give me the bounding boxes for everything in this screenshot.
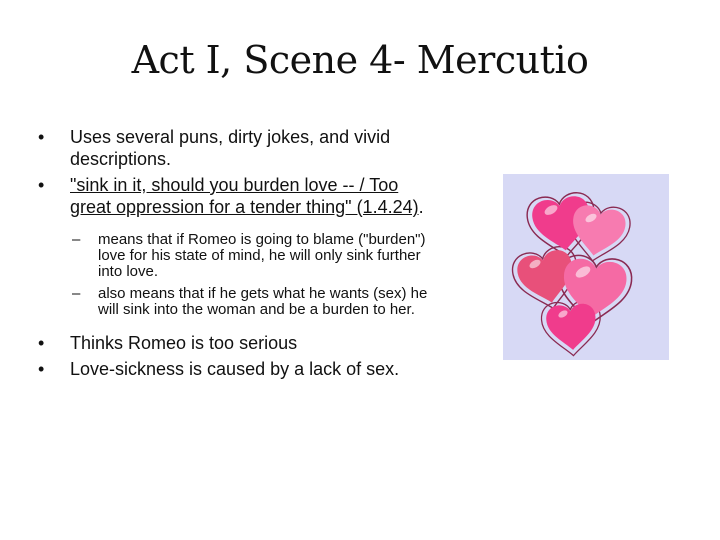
bullet-item bbox=[36, 174, 436, 218]
bullet-item bbox=[36, 358, 436, 380]
bullet-text-tail: . bbox=[418, 197, 424, 217]
bullet-marker: • bbox=[38, 333, 45, 353]
dash-marker: – bbox=[72, 285, 81, 302]
sub-bullet-item bbox=[36, 286, 436, 318]
quote-link[interactable]: "sink in it, should you burden love -- / Too great oppression for a tender thing" (1.4.24) bbox=[70, 175, 419, 217]
hearts-image bbox=[503, 174, 669, 360]
bullet-marker: • bbox=[38, 359, 45, 379]
sub-bullet-text: means that if Romeo is going to blame ("burden") love for his state of mind, he will only sink further into love. bbox=[98, 231, 426, 280]
sub-bullet-item bbox=[36, 232, 436, 280]
hearts-cluster-icon bbox=[503, 174, 669, 360]
bullet-text: Uses several puns, dirty jokes, and vivid descriptions. bbox=[70, 127, 391, 169]
slide-body bbox=[36, 126, 436, 384]
sub-bullet-text: also means that if he gets what he wants (sex) he will sink into the woman and be a burden to her. bbox=[98, 285, 428, 318]
bullet-marker: • bbox=[38, 127, 45, 147]
bullet-item bbox=[36, 332, 436, 354]
bullet-item bbox=[36, 126, 436, 170]
bullet-text: Love-sickness is caused by a lack of sex. bbox=[70, 359, 400, 379]
bullet-marker: • bbox=[38, 175, 45, 195]
dash-marker: – bbox=[72, 231, 81, 248]
bullet-text: Thinks Romeo is too serious bbox=[70, 333, 298, 353]
sub-bullet-list bbox=[36, 232, 436, 318]
slide-title: Act I, Scene 4- Mercutio bbox=[131, 38, 589, 82]
